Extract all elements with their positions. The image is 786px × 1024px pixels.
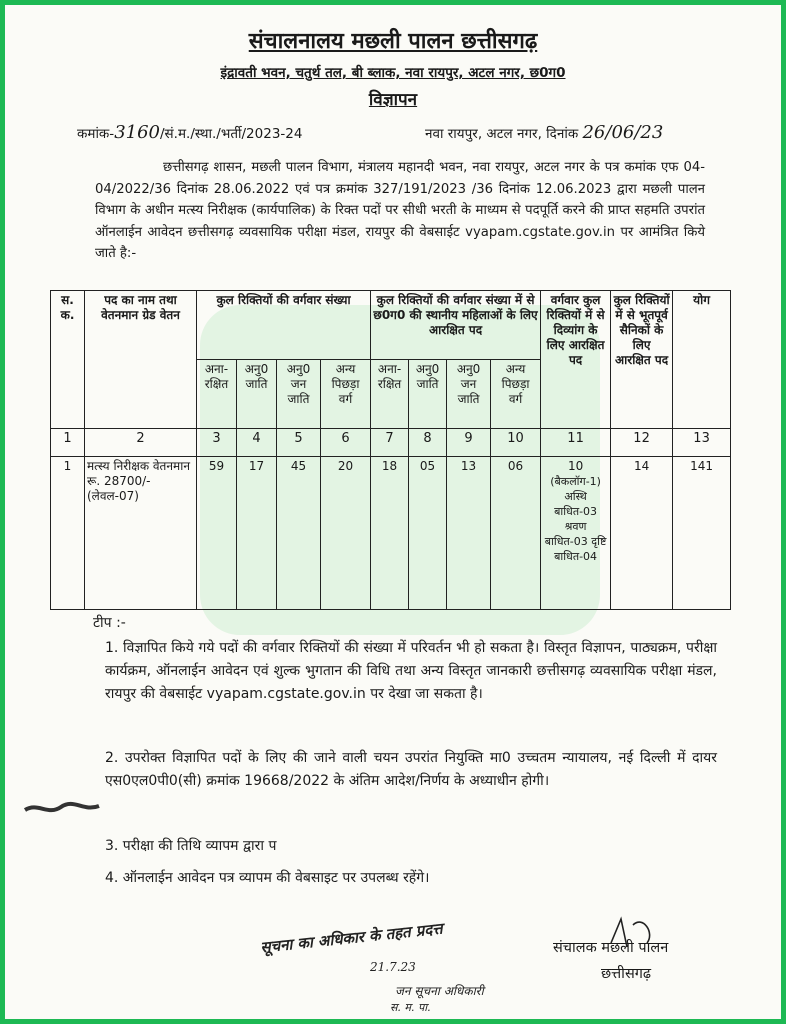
sub-header-unreserved: अना-रक्षित (197, 360, 237, 429)
cell-value: 59 (197, 457, 237, 610)
reference-number (77, 122, 302, 143)
sub-header-women-obc: अन्य पिछड़ा वर्ग (491, 360, 541, 429)
sub-header-women-sc: अनु0 जाति (409, 360, 447, 429)
col-number: 13 (673, 429, 731, 457)
note-3: 3. परीक्षा की तिथि व्यापम द्वारा प (105, 838, 277, 854)
note-2: 2. उपरोक्त विज्ञापित पदों के लिए की जाने वाली चयन उपरांत नियुक्ति मा0 उच्चतम न्यायालय, नई दिल्ली में दायर एस0एल0पी0(सी) क्रमांक 19668/2022 के अंतिम आदेश/निर्णय के अध्याधीन होगी। (105, 750, 717, 789)
col-total-header: योग (673, 291, 731, 429)
note-4: 4. ऑनलाईन आवेदन पत्र व्यापम की वेबसाइट पर उपलब्ध रहेंगे। (105, 870, 430, 886)
office-title: संचालनालय मछली पालन छत्तीसगढ़ (248, 29, 538, 54)
signature-block (553, 935, 668, 987)
table-row (51, 457, 731, 610)
col-number: 6 (321, 429, 371, 457)
rti-line-4: स. म. पा. (390, 1001, 431, 1014)
col-number: 9 (447, 429, 491, 457)
disabled-detail: (बैकलॉग-1) अस्थि बाधित-03 श्रवण बाधित-03 दृष्टि बाधित-04 (544, 475, 607, 563)
tip-label: टीप :- (93, 615, 126, 631)
note-1: 1. विज्ञापित किये गये पदों की वर्गवार रिक्तियों की संख्या में परिवर्तन भी हो सकता है। विस्तृत विज्ञापन, पाठ्यक्रम, परीक्षा कार्यक्रम, ऑनलाईन आवेदन एवं शुल्क भुगतान की विधि तथा अन्य विस्तृत जानकारी छत्तीसगढ़ व्यवसायिक परीक्षा मंडल, रायपुर की वेबसाईट vyapam.cgstate.gov.in पर देखा जा सकता है। (105, 640, 717, 702)
date-label: नवा रायपुर, अटल नगर, दिनांक (425, 126, 579, 142)
signatory-title: संचालक मछली पालन (553, 940, 669, 956)
cell-sno: 1 (51, 457, 85, 610)
column-number-row (51, 429, 731, 457)
cell-value: 06 (491, 457, 541, 610)
cell-value: 18 (371, 457, 409, 610)
sub-header-obc: अन्य पिछड़ा वर्ग (321, 360, 371, 429)
sub-header-sc: अनु0 जाति (237, 360, 277, 429)
col-women-group-header: कुल रिक्तियों की वर्गवार संख्या में से छ0ग0 की स्थानीय महिलाओं के लिए आरक्षित पद (371, 291, 541, 360)
col-disabled-header: वर्गवार कुल रिक्तियों में से दिव्यांग के लिए आरक्षित पद (541, 291, 611, 429)
office-address: इंद्रावती भवन, चतुर्थ तल, बी ब्लाक, नवा रायपुर, अटल नगर, छ0ग0 (220, 65, 566, 81)
ink-scribble (23, 798, 103, 820)
col-number: 11 (541, 429, 611, 457)
col-number: 8 (409, 429, 447, 457)
ref-suffix: /सं.म./स्था./भर्ती/2023-24 (160, 126, 303, 142)
document-page (5, 5, 781, 1019)
reference-date (425, 122, 663, 143)
col-sno-header: स. क. (51, 291, 85, 429)
handwritten-signature (603, 913, 663, 953)
col-number: 1 (51, 429, 85, 457)
signatory-state: छत्तीसगढ़ (601, 966, 652, 982)
handwritten-date: 26/06/23 (582, 122, 664, 143)
notice-heading: विज्ञापन (368, 90, 418, 110)
rti-line-1: सूचना का अधिकार के तहत प्रदत्त (259, 919, 444, 957)
cell-value: 20 (321, 457, 371, 610)
sub-header-women-unreserved: अना-रक्षित (371, 360, 409, 429)
cell-value: 45 (277, 457, 321, 610)
disabled-total: 10 (567, 459, 584, 473)
rti-stamp (260, 910, 530, 1015)
col-number: 10 (491, 429, 541, 457)
intro-paragraph: छत्तीसगढ़ शासन, मछली पालन विभाग, मंत्रालय महानदी भवन, नवा रायपुर, अटल नगर के पत्र कमांक एफ 04-04/2022/36 दिनांक 28.06.2022 एवं पत्र क्रमांक 327/191/2023 /36 दिनांक 12.06.2023 द्वारा मछली पालन विभाग के अधीन मत्स्य निरीक्षक (कार्यपालिक) के रिक्त पदों पर सीधी भरती के माध्यम से पदपूर्ति करने की प्राप्त सहमति उपरांत ऑनलाईन आवेदन छत्तीसगढ़ व्यवसायिक परीक्षा मंडल, रायपुर की वेबसाईट vyapam.cgstate.gov.in पर आमंत्रित किये जाते है:- (95, 160, 705, 261)
col-total-group-header: कुल रिक्तियों की वर्गवार संख्या (197, 291, 371, 360)
rti-line-3: जन सूचना अधिकारी (395, 984, 484, 998)
col-number: 4 (237, 429, 277, 457)
cell-exserviceman: 14 (611, 457, 673, 610)
cell-value: 17 (237, 457, 277, 610)
sub-header-women-st: अनु0 जन जाति (447, 360, 491, 429)
col-exserviceman-header: कुल रिक्तियों में से भूतपूर्व सैनिकों के लिए आरक्षित पद (611, 291, 673, 429)
vacancy-table (50, 290, 731, 610)
col-number: 2 (85, 429, 197, 457)
col-post-header: पद का नाम तथा वेतनमान ग्रेड वेतन (85, 291, 197, 429)
cell-post: मत्स्य निरीक्षक वेतनमान रू. 28700/- (लेवल-07) (85, 457, 197, 610)
sub-header-st: अनु0 जन जाति (277, 360, 321, 429)
ref-prefix: कमांक- (77, 126, 115, 142)
col-number: 5 (277, 429, 321, 457)
cell-value: 05 (409, 457, 447, 610)
ref-handwritten-number: 3160 (114, 122, 160, 143)
cell-value: 13 (447, 457, 491, 610)
cell-total: 141 (673, 457, 731, 610)
col-number: 3 (197, 429, 237, 457)
rti-line-2: 21.7.23 (370, 960, 416, 974)
col-number: 7 (371, 429, 409, 457)
col-number: 12 (611, 429, 673, 457)
cell-disabled (541, 457, 611, 610)
